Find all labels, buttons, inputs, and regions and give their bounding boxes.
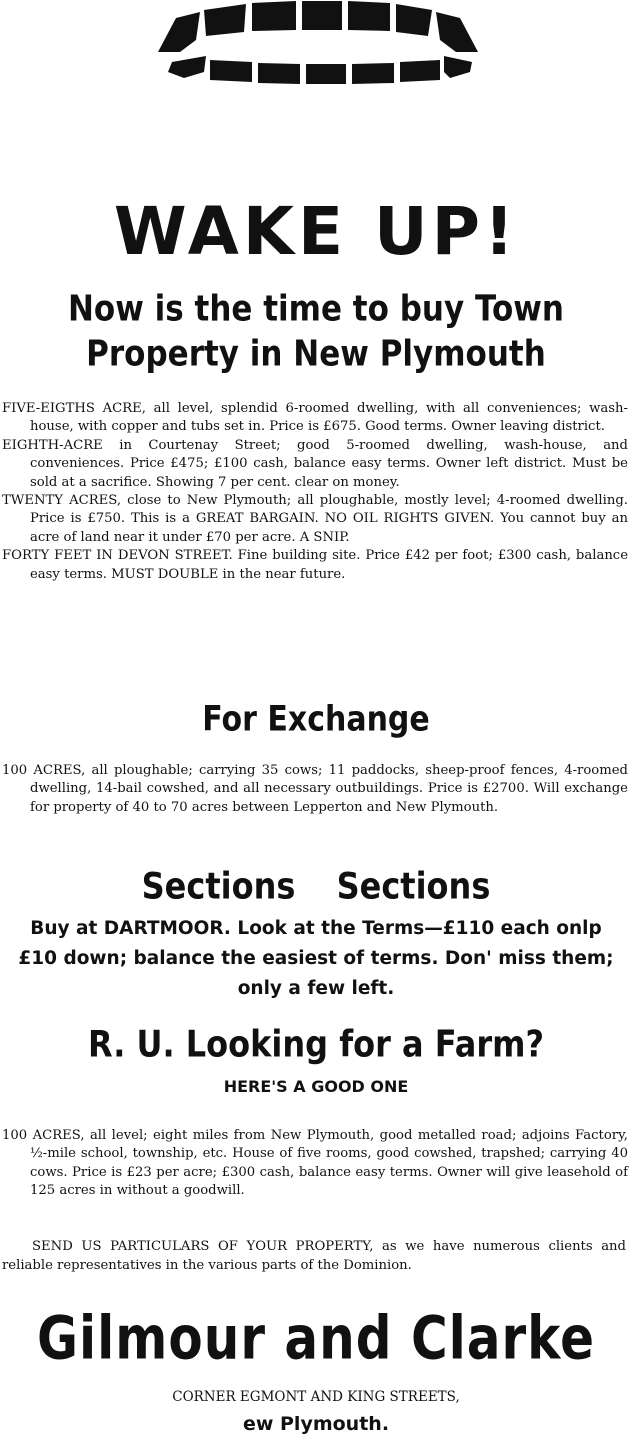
sections-heading: Sections Sections [141, 864, 491, 908]
listing-item: EIGHTH-ACRE in Courtenay Street; good 5-roomed dwelling, wash-house, and conveniences. Price £475; £100 cash, balance easy terms. Owner left district. Must be sold at a sacrifice. Showing 7 per cent. clear on money. [2, 437, 628, 490]
send-particulars-text: SEND US PARTICULARS OF YOUR PROPERTY, as we have numerous clients and reliable representatives in the various parts of the Dominion. [2, 1239, 626, 1273]
headline: WAKE UP! [113, 193, 519, 270]
exchange-heading: For Exchange [202, 699, 430, 740]
firm-name: Gilmour and Clarke [36, 1303, 595, 1373]
farm-listing [2, 1127, 628, 1201]
exchange-listing [2, 762, 628, 817]
farm-subheading: HERE'S A GOOD ONE [223, 1077, 409, 1096]
sections-text: Buy at DARTMOOR. Look at the Terms—£110 each onlp £10 down; balance the easiest of terms. Don' miss them; only a few left. [18, 918, 614, 999]
listing-item: FIVE-EIGTHS ACRE, all level, splendid 6-roomed dwelling, with all conveniences; wash-house, with copper and tubs set in. Price is £675. Good terms. Owner leaving district. [2, 401, 628, 435]
farm-heading: R. U. Looking for a Farm? [87, 1022, 545, 1066]
banner-ornament [0, 0, 632, 100]
listing-item: TWENTY ACRES, close to New Plymouth; all ploughable, mostly level; 4-roomed dwelling. Price is £750. This is a GREAT BARGAIN. NO OIL RIGHTS GIVEN. You cannot buy an acre of land near it under £70 per acre. A SNIP. [2, 493, 628, 545]
subheadline-line-2: Property in New Plymouth [86, 333, 546, 375]
firm-address: CORNER EGMONT AND KING STREETS, [172, 1389, 460, 1405]
listing-item: 100 ACRES, all ploughable; carrying 35 cows; 11 paddocks, sheep-proof fences, 4-roomed dwelling, 14-bail cowshed, and all necessary outbuildings. Price is £2700. Will exchange for property of 40 to 70 acres between Lepperton and New Plymouth. [2, 763, 628, 815]
town-property-listings [2, 400, 628, 584]
listing-item: FORTY FEET IN DEVON STREET. Fine building site. Price £42 per foot; £300 cash, balance easy terms. MUST DOUBLE in the near future. [2, 548, 628, 582]
firm-town: ew Plymouth. [242, 1413, 390, 1435]
subheadline-line-1: Now is the time to buy Town [67, 288, 564, 330]
listing-item: 100 ACRES, all level; eight miles from New Plymouth, good metalled road; adjoins Factory, ½-mile school, township, etc. House of five rooms, good cowshed, trapshed; carrying 40 cows. Price is £23 per acre; £300 cash, balance easy terms. Owner will give leasehold of 125 acres in without a goodwill. [2, 1128, 628, 1199]
